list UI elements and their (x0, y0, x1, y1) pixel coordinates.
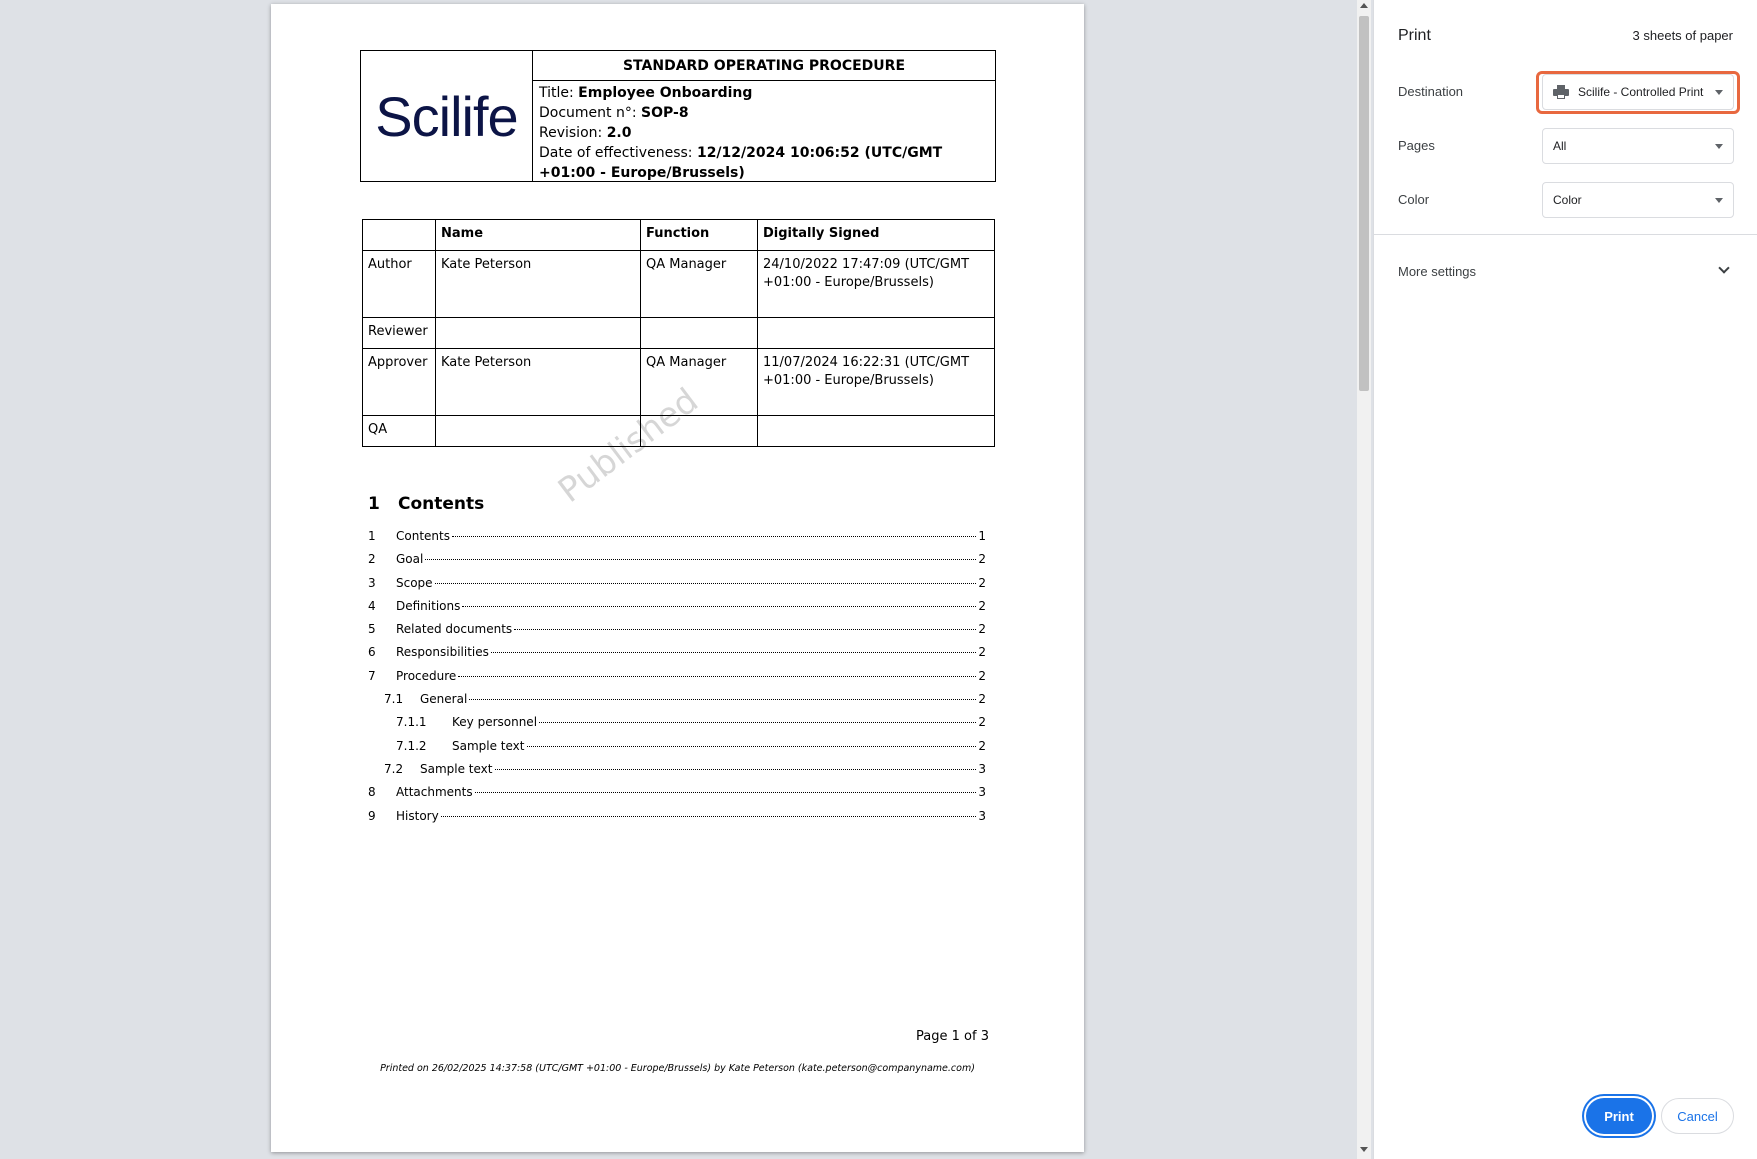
scroll-down-arrow-icon[interactable] (1360, 1147, 1368, 1152)
toc-entry (368, 785, 986, 808)
color-label: Color (1398, 192, 1430, 207)
document-header-table (360, 50, 996, 182)
toc-label: Scope (396, 575, 433, 590)
print-button[interactable]: Print (1586, 1098, 1652, 1134)
toc-number: 6 (368, 645, 376, 660)
meta-effective: Date of effectiveness: 12/12/2024 10:06:52 (UTC/GMT +01:00 - Europe/Brussels) (539, 145, 943, 181)
toc-entry (368, 739, 986, 762)
document-meta (533, 81, 995, 185)
header-cell-role (363, 220, 436, 251)
toc-number: 3 (368, 575, 376, 590)
destination-highlight (1536, 71, 1740, 114)
contents-heading-label: Contents (398, 494, 485, 514)
toc-label: Key personnel (452, 715, 538, 730)
toc-number: 7.1.2 (396, 738, 427, 753)
contents-heading-number: 1 (368, 494, 380, 514)
toc-page-number: 2 (978, 738, 986, 753)
toc-page-number: 2 (978, 715, 986, 730)
table-of-contents (368, 529, 986, 832)
toc-label: Responsibilities (396, 645, 489, 660)
toc-page-number: 3 (978, 761, 986, 776)
toc-entry (368, 552, 986, 575)
header-cell-function: Function (641, 220, 758, 251)
table-row (363, 251, 995, 318)
toc-page-number: 2 (978, 622, 986, 637)
scroll-up-arrow-icon[interactable] (1360, 3, 1368, 8)
toc-label: History (396, 808, 439, 823)
pages-label: Pages (1398, 138, 1435, 153)
toc-label: Contents (396, 529, 450, 543)
meta-title: Title: Employee Onboarding (539, 85, 753, 101)
toc-page-number: 1 (978, 529, 986, 543)
document-heading: STANDARD OPERATING PROCEDURE (533, 51, 995, 81)
toc-leader-dots (527, 746, 977, 747)
toc-number: 1 (368, 529, 376, 543)
destination-label: Destination (1398, 84, 1464, 99)
scilife-logo: Scilife (361, 51, 533, 181)
toc-leader-dots (539, 722, 976, 723)
toc-leader-dots (458, 676, 976, 677)
published-watermark: Published (551, 380, 706, 511)
toc-entry (368, 692, 986, 715)
toc-number: 7.1.1 (396, 715, 427, 730)
meta-revision-value: 2.0 (606, 125, 632, 141)
toc-label: Goal (396, 552, 424, 567)
cell-role: Reviewer (363, 318, 436, 349)
toc-number: 2 (368, 552, 376, 567)
toc-label: Related documents (396, 622, 513, 637)
chevron-down-icon (1718, 262, 1729, 273)
color-value: Color (1553, 193, 1582, 207)
dropdown-caret-icon (1715, 144, 1723, 149)
toc-label: Attachments (396, 785, 473, 800)
toc-leader-dots (475, 792, 976, 793)
toc-entry (368, 715, 986, 738)
toc-page-number: 2 (978, 668, 986, 683)
cell-name (436, 318, 641, 349)
toc-entry (368, 645, 986, 668)
cell-name: Kate Peterson (436, 349, 641, 416)
cell-name: Kate Peterson (436, 251, 641, 318)
toc-page-number: 2 (978, 645, 986, 660)
meta-docnum-value: SOP-8 (641, 105, 689, 121)
cancel-button[interactable]: Cancel (1661, 1098, 1734, 1134)
more-settings-label: More settings (1398, 264, 1477, 279)
scroll-thumb[interactable] (1359, 16, 1369, 391)
cell-function: QA Manager (641, 349, 758, 416)
cell-function: QA Manager (641, 251, 758, 318)
toc-entry (368, 599, 986, 622)
toc-leader-dots (452, 536, 976, 537)
cell-role: QA (363, 416, 436, 447)
toc-number: 8 (368, 785, 376, 800)
toc-leader-dots (462, 606, 976, 607)
header-cell-signed: Digitally Signed (758, 220, 995, 251)
toc-entry (368, 809, 986, 832)
toc-label: Procedure (396, 668, 457, 683)
signature-header-row (363, 220, 995, 251)
toc-entry (368, 762, 986, 785)
destination-value: Scilife - Controlled Print (1578, 85, 1704, 99)
cell-role: Approver (363, 349, 436, 416)
sheet-count: 3 sheets of paper (1632, 28, 1733, 43)
panel-divider (1374, 234, 1757, 235)
toc-entry (368, 622, 986, 645)
panel-title: Print (1398, 27, 1431, 44)
cell-signed (758, 416, 995, 447)
cell-signed: 24/10/2022 17:47:09 (UTC/GMT +01:00 - Europe/Brussels) (758, 251, 995, 318)
meta-title-value: Employee Onboarding (578, 85, 753, 101)
printed-on-footer: Printed on 26/02/2025 14:37:58 (UTC/GMT +01:00 - Europe/Brussels) by Kate Peterson (kate.peterson@companyname.com) (380, 1063, 975, 1074)
table-row (363, 318, 995, 349)
toc-leader-dots (514, 629, 976, 630)
toc-leader-dots (425, 559, 976, 560)
toc-leader-dots (435, 583, 976, 584)
page-counter: Page 1 of 3 (916, 1029, 989, 1044)
toc-number: 9 (368, 808, 376, 823)
print-settings-panel (1373, 0, 1757, 1159)
toc-page-number: 3 (978, 808, 986, 823)
toc-number: 4 (368, 598, 376, 613)
color-select[interactable] (1542, 182, 1734, 218)
toc-number: 5 (368, 622, 376, 637)
header-cell-name: Name (436, 220, 641, 251)
toc-leader-dots (469, 699, 976, 700)
cell-function (641, 318, 758, 349)
toc-leader-dots (441, 816, 976, 817)
toc-label: General (420, 692, 468, 707)
document-header-info (533, 51, 995, 181)
dropdown-caret-icon (1715, 198, 1723, 203)
contents-heading (368, 494, 484, 514)
more-settings-toggle[interactable] (1374, 254, 1757, 290)
toc-label: Definitions (396, 598, 461, 613)
toc-page-number: 2 (978, 552, 986, 567)
meta-effective-value: 12/12/2024 10:06:52 (UTC/GMT +01:00 - Europe/Brussels) (539, 145, 943, 181)
toc-page-number: 3 (978, 785, 986, 800)
meta-docnum: Document n°: SOP-8 (539, 105, 689, 121)
toc-leader-dots (495, 769, 977, 770)
toc-entry (368, 576, 986, 599)
preview-scrollbar[interactable] (1357, 0, 1371, 1159)
cell-signed: 11/07/2024 16:22:31 (UTC/GMT +01:00 - Europe/Brussels) (758, 349, 995, 416)
toc-label: Sample text (420, 761, 493, 776)
toc-number: 7.1 (384, 692, 404, 707)
toc-page-number: 2 (978, 575, 986, 590)
toc-page-number: 2 (978, 598, 986, 613)
pages-value: All (1553, 139, 1567, 153)
document-page (271, 4, 1084, 1152)
toc-entry (368, 669, 986, 692)
cell-signed (758, 318, 995, 349)
cell-role: Author (363, 251, 436, 318)
toc-entry (368, 529, 986, 552)
toc-number: 7.2 (384, 761, 404, 776)
toc-label: Sample text (452, 738, 525, 753)
toc-page-number: 2 (978, 692, 986, 707)
meta-revision: Revision: 2.0 (539, 125, 632, 141)
pages-select[interactable] (1542, 128, 1734, 164)
toc-leader-dots (491, 652, 976, 653)
toc-number: 7 (368, 668, 376, 683)
